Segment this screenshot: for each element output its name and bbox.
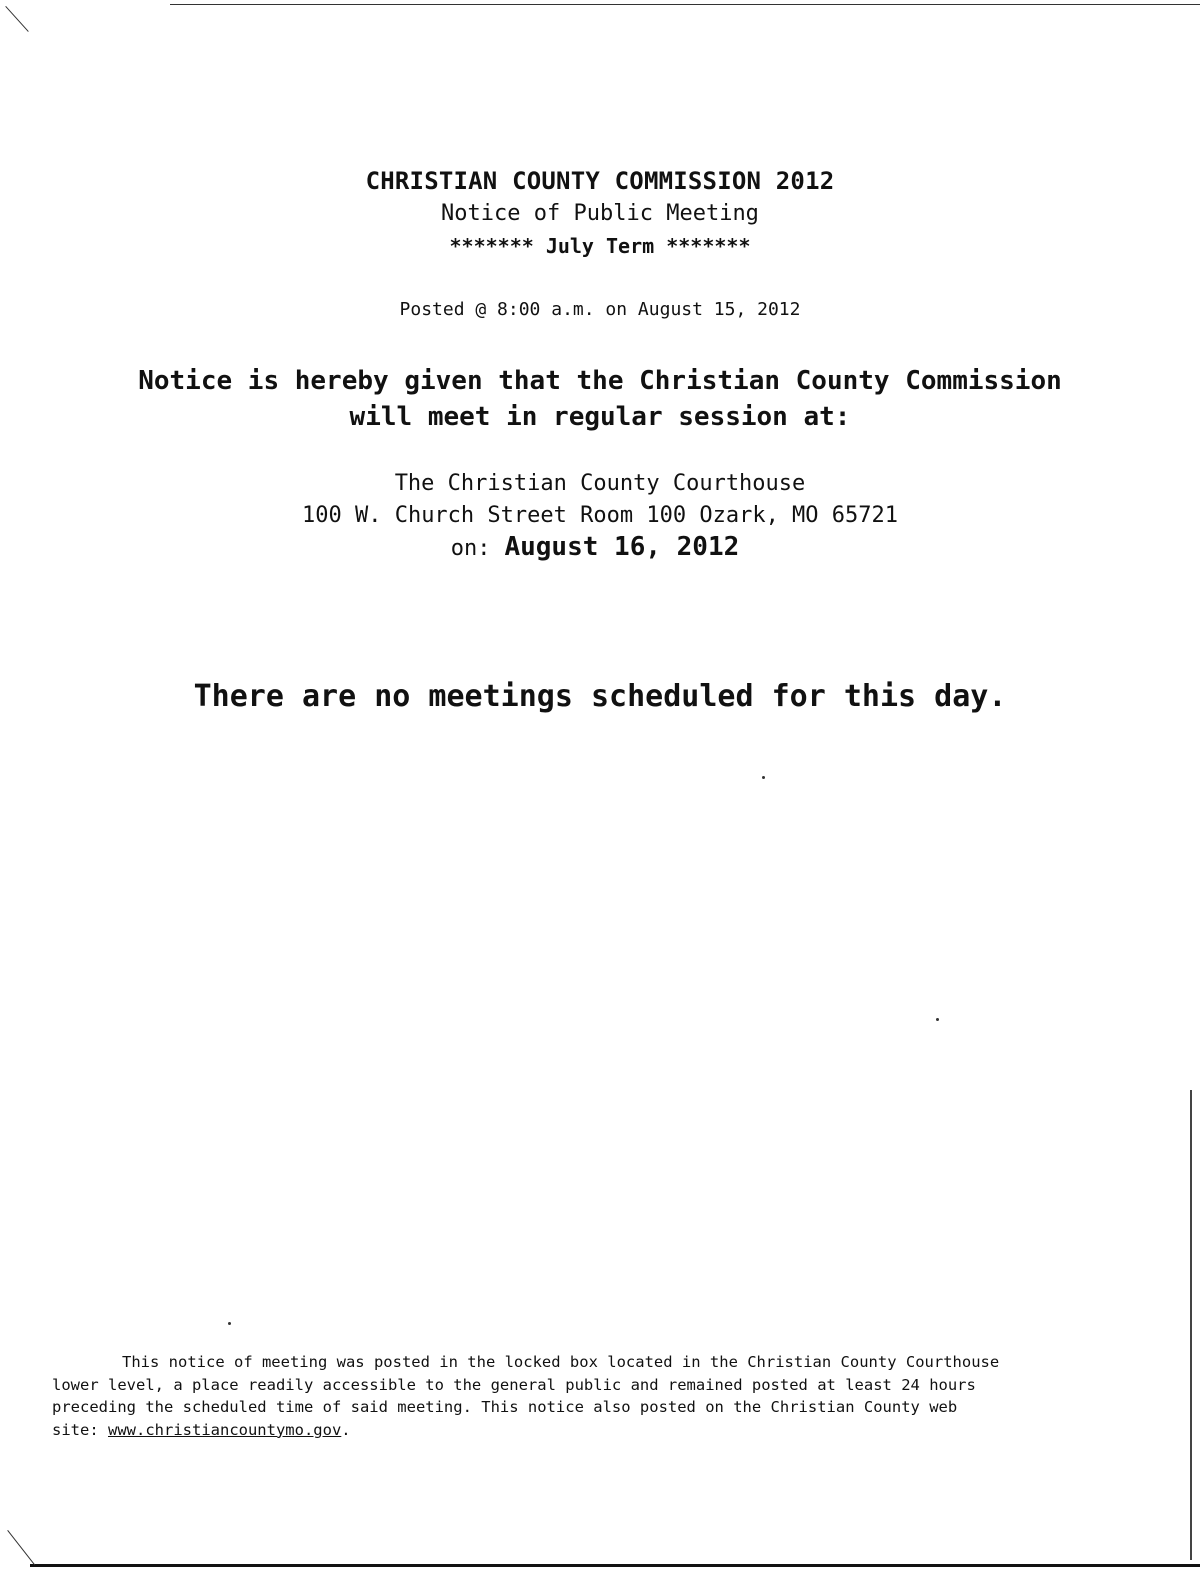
notice-line-1: Notice is hereby given that the Christian County Commission bbox=[138, 366, 1062, 396]
footer-line-1 bbox=[52, 1351, 1152, 1374]
website-link[interactable]: www.christiancountymo.gov bbox=[108, 1420, 342, 1439]
scan-mark-top-left bbox=[5, 6, 28, 32]
meeting-location bbox=[0, 468, 1200, 532]
scan-edge-right bbox=[1190, 1090, 1192, 1560]
date-label: on: bbox=[450, 536, 491, 561]
footer-text-1: This notice of meeting was posted in the locked box located in the Christian County Courthouse bbox=[122, 1353, 1000, 1371]
footer-site-suffix: . bbox=[341, 1420, 351, 1439]
no-meetings-message: There are no meetings scheduled for this day. bbox=[193, 679, 1007, 714]
scan-speck bbox=[762, 776, 765, 779]
location-address: 100 W. Church Street Room 100 Ozark, MO 65721 bbox=[301, 503, 899, 528]
notice-line-2: will meet in regular session at: bbox=[349, 402, 851, 432]
footer-line-2: lower level, a place readily accessible to the general public and remained posted at least 24 hours bbox=[52, 1375, 976, 1394]
meeting-date: August 16, 2012 bbox=[504, 532, 740, 562]
document-title: CHRISTIAN COUNTY COMMISSION 2012 bbox=[365, 167, 835, 195]
scan-speck bbox=[936, 1018, 939, 1021]
notice-statement bbox=[0, 363, 1200, 435]
term-line: ******* July Term ******* bbox=[449, 234, 751, 258]
document-subtitle: Notice of Public Meeting bbox=[441, 201, 759, 226]
scan-edge-bottom bbox=[30, 1564, 1200, 1567]
posted-line: Posted @ 8:00 a.m. on August 15, 2012 bbox=[399, 299, 801, 320]
footer-line-4 bbox=[52, 1419, 1152, 1442]
scan-edge-top bbox=[170, 4, 1200, 5]
meeting-date-line bbox=[0, 532, 1195, 562]
scan-speck bbox=[228, 1322, 231, 1325]
scan-mark-bottom-left bbox=[7, 1530, 35, 1565]
location-building: The Christian County Courthouse bbox=[394, 471, 806, 496]
footer-line-3: preceding the scheduled time of said meeting. This notice also posted on the Christian County web bbox=[52, 1398, 958, 1416]
footer-site-prefix: site: bbox=[52, 1420, 108, 1439]
posting-statement bbox=[52, 1351, 1152, 1441]
